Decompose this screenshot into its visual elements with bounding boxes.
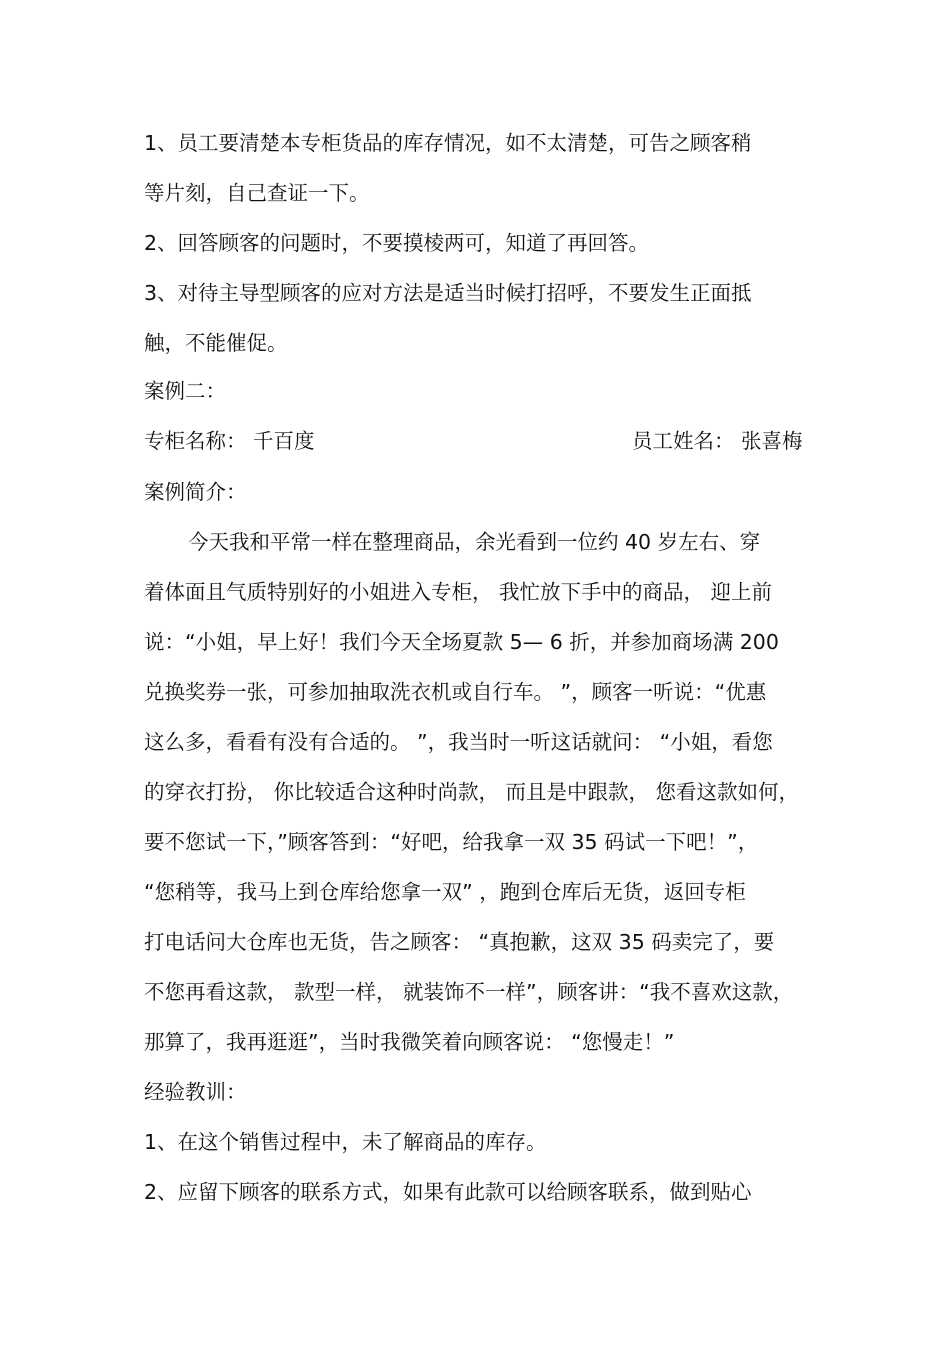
lesson-1: 1、在这个销售过程中，未了解商品的库存。 <box>144 1130 547 1154</box>
text-line-1: 1、员工要清楚本专柜货品的库存情况，如不太清楚，可告之顾客稍 <box>144 131 752 155</box>
lessons-heading: 经验教训： <box>144 1080 247 1104</box>
story-line-9: 打电话问大仓库也无货，告之顾客： “真抱歉，这双 35 码卖完了，要 <box>144 930 775 954</box>
employee-name: 员工姓名： 张喜梅 <box>632 429 803 453</box>
story-line-11: 那算了，我再逛逛”，当时我微笑着向顾客说： “您慢走！” <box>144 1030 675 1054</box>
story-line-8: “您稍等，我马上到仓库给您拿一双” ，跑到仓库后无货，返回专柜 <box>144 880 746 904</box>
story-line-7: 要不您试一下，”顾客答到：“好吧，给我拿一双 35 码试一下吧！”， <box>144 830 759 854</box>
case-heading: 案例二： <box>144 379 226 403</box>
story-line-6: 的穿衣打扮， 你比较适合这种时尚款， 而且是中跟款， 您看这款如何， <box>144 780 800 804</box>
counter-name: 专柜名称： 千百度 <box>144 429 315 453</box>
story-line-5: 这么多，看看有没有合适的。 ”，我当时一听这话就问： “小姐，看您 <box>144 730 773 754</box>
story-line-1: 今天我和平常一样在整理商品，余光看到一位约 40 岁左右、穿 <box>188 530 761 554</box>
case-summary-heading: 案例简介： <box>144 480 247 504</box>
text-line-4: 3、对待主导型顾客的应对方法是适当时候打招呼，不要发生正面抵 <box>144 281 752 305</box>
lesson-2: 2、应留下顾客的联系方式，如果有此款可以给顾客联系，做到贴心 <box>144 1180 752 1204</box>
story-line-3: 说：“小姐，早上好！我们今天全场夏款 5— 6 折，并参加商场满 200 <box>144 630 779 654</box>
text-line-5: 触，不能催促。 <box>144 331 288 355</box>
text-line-2: 等片刻，自己查证一下。 <box>144 181 370 205</box>
story-line-4: 兑换奖券一张，可参加抽取洗衣机或自行车。 ”，顾客一听说：“优惠 <box>144 680 767 704</box>
story-line-2: 着体面且气质特别好的小姐进入专柜， 我忙放下手中的商品， 迎上前 <box>144 580 773 604</box>
story-line-10: 不您再看这款， 款型一样， 就装饰不一样”，顾客讲：“我不喜欢这款， <box>144 980 794 1004</box>
text-line-3: 2、回答顾客的问题时，不要摸棱两可，知道了再回答。 <box>144 231 650 255</box>
